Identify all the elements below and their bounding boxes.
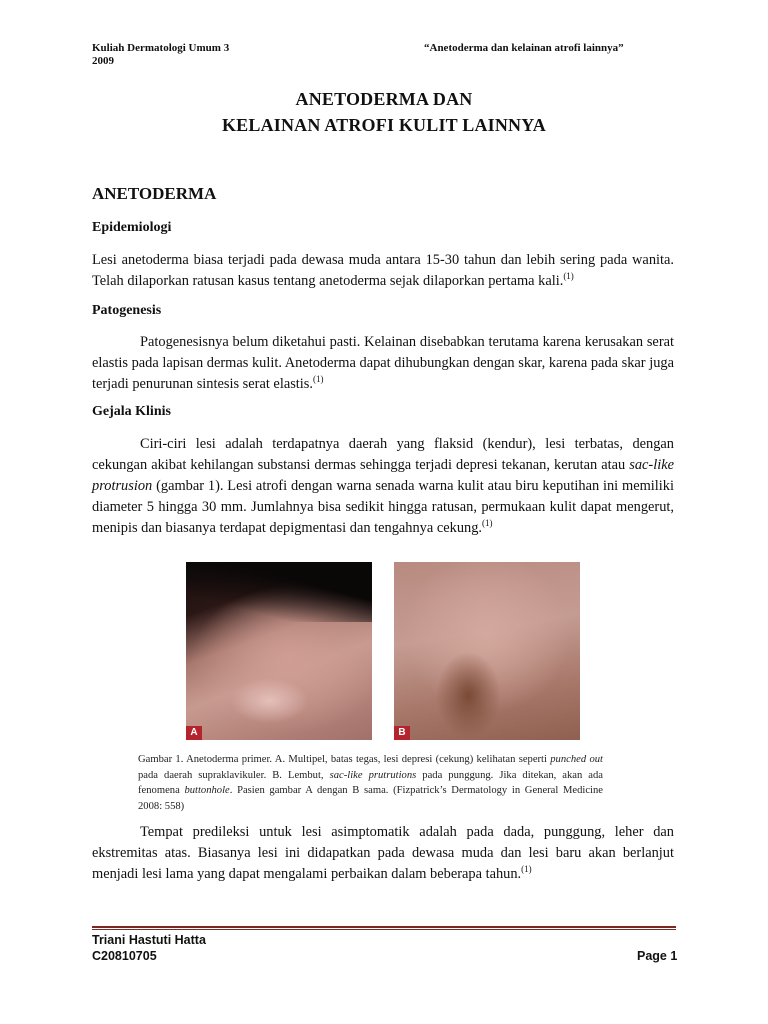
course-name: Kuliah Dermatologi Umum 3 (92, 42, 230, 54)
document-title-line-1: ANETODERMA DAN (295, 89, 473, 109)
reference-marker: (1) (521, 864, 532, 875)
caption-italic: buttonhole (184, 785, 230, 796)
running-header-title: “Anetoderma dan kelainan atrofi lainnya” (424, 42, 624, 54)
gejala-text-a: Ciri-ciri lesi adalah terdapatnya daerah yang flaksid (kendur), lesi terbatas, dengan cekungan akibat kehilangan substansi dermas sehingga terjadi depresi tekanan, kerutan atau (92, 436, 674, 473)
footer-divider-thin (92, 929, 676, 930)
figure-label-b: B (394, 726, 410, 740)
caption-text: pada punggung. Jika ditekan, akan ada fenomena (138, 769, 603, 796)
running-header-left (92, 42, 229, 68)
reference-marker: (1) (313, 374, 324, 385)
patogenesis-text: Patogenesisnya belum diketahui pasti. Kelainan disebabkan terutama karena kerusakan serat elastis pada lapisan dermas kulit. Anetoderma dapat dihubungkan dengan skar, karena pada skar juga terjadi penurunan sintesis serat elastis. (92, 334, 674, 392)
heading-patogenesis: Patogenesis (92, 303, 162, 318)
section-heading: ANETODERMA (92, 184, 217, 203)
figure-caption (138, 752, 603, 814)
footer-divider (92, 926, 676, 928)
paragraph-predileksi (92, 822, 674, 885)
footer-student-id: C20810705 (92, 949, 157, 963)
gejala-italic-term: sac-like protrusion (92, 457, 674, 494)
caption-italic: sac-like prutrutions (329, 769, 417, 781)
document-title-line-2: KELAINAN ATROFI KULIT LAINNYA (221, 115, 547, 135)
figure-label-a: A (186, 726, 202, 740)
heading-epidemiologi: Epidemiologi (92, 220, 172, 235)
figure-photo-b (394, 562, 580, 740)
predileksi-text: Tempat predileksi untuk lesi asimptomatik adalah pada dada, punggung, leher dan ekstremitas atas. Biasanya lesi ini didapatkan pada dewasa muda dan lesi baru akan berlanjut menjadi lesi lama yang dapat mengalami perbaikan dalam beberapa tahun. (92, 824, 674, 882)
reference-marker: (1) (563, 271, 574, 282)
caption-text: pada daerah supraklavikuler. B. Lembut, (138, 769, 330, 781)
caption-text: . Pasien gambar A dengan B sama. (Fizpatrick’s Dermatology in General Medicine 2008: 558) (138, 785, 603, 812)
caption-text: Gambar 1. Anetoderma primer. A. Multipel, batas tegas, lesi depresi (cekung) kelihatan seperti (138, 754, 551, 765)
gejala-text-b: (gambar 1). Lesi atrofi dengan warna senada warna kulit atau biru keputihan ini memiliki diameter 5 hingga 30 mm. Jumlahnya bisa sedikit hingga ratusan, permukaan kulit dapat mengerut, menipis dan biasanya terdapat depigmentasi dan tengahnya cekung. (92, 478, 674, 536)
heading-gejala-klinis: Gejala Klinis (92, 404, 171, 419)
paragraph-epidemiologi (92, 250, 674, 292)
paragraph-gejala-klinis (92, 434, 674, 539)
footer-author: Triani Hastuti Hatta (92, 933, 206, 947)
course-year: 2009 (92, 55, 114, 67)
reference-marker: (1) (482, 518, 493, 529)
caption-italic: punched out (550, 754, 603, 765)
epidemiologi-text: Lesi anetoderma biasa terjadi pada dewasa muda antara 15-30 tahun dan lebih sering pada wanita. Telah dilaporkan ratusan kasus tentang anetoderma sejak dilaporkan pertama kali. (92, 252, 674, 289)
paragraph-patogenesis (92, 332, 674, 395)
figure-photo-a (186, 562, 372, 740)
page-number: Page 1 (637, 949, 678, 963)
